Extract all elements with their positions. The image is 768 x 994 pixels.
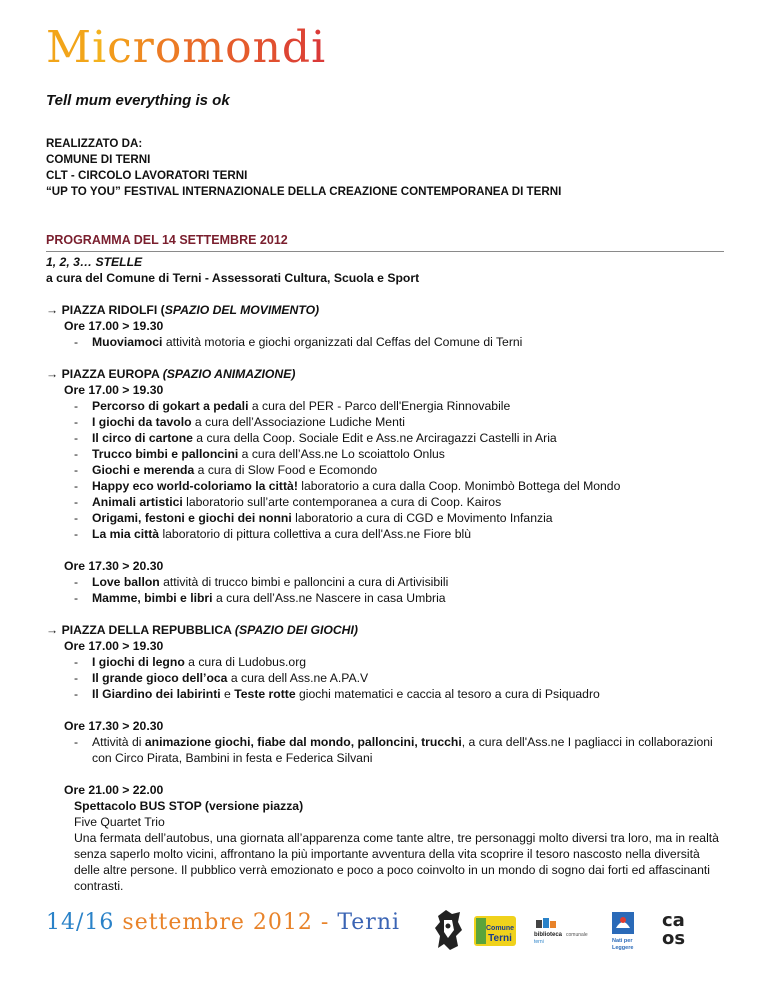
venue-space: SPAZIO DEL MOVIMENTO) (164, 303, 320, 317)
item-desc: attività di trucco bimbi e palloncini a cura di Artivisibili (159, 575, 449, 589)
footer-sep: - (320, 910, 338, 935)
venue-name: PIAZZA DELLA REPUBBLICA (61, 623, 235, 637)
item-title: Love ballon (92, 575, 160, 589)
item-desc: a cura dell’Associazione Ludiche Menti (191, 415, 405, 429)
dash-bullet: - (74, 591, 79, 605)
venue-ridolfi (46, 302, 726, 318)
dash-bullet: - (74, 479, 79, 493)
dash-bullet: - (74, 735, 79, 749)
logo3-text-a: biblioteca (534, 932, 563, 938)
logo-letter: i (92, 22, 108, 73)
item-title: Happy eco world-coloriamo la città! (92, 479, 298, 493)
credits-line: COMUNE DI TERNI (46, 153, 151, 166)
nati-per-leggere-logo (604, 906, 644, 954)
list-item (46, 590, 726, 606)
item-desc: laboratorio a cura dalla Coop. Monimbò Bottega del Mondo (297, 479, 621, 493)
logo2-bottom-text: Terni (488, 933, 512, 944)
logo4-text-a: Nati per (612, 938, 633, 944)
item-title: Percorso di gokart a pedali (92, 399, 249, 413)
logo-letter: M (46, 22, 93, 73)
item-title: La mia città (92, 527, 160, 541)
dash-bullet: - (74, 399, 79, 413)
item-desc: a cura di Ludobus.org (184, 655, 307, 669)
list-item (46, 494, 726, 510)
footer-city: Terni (337, 910, 401, 935)
logo2-top-text: Comune (486, 925, 514, 932)
list-item (46, 670, 726, 686)
item-desc: laboratorio di pittura collettiva a cura dell'Ass.ne Fiore blù (159, 527, 471, 541)
venue-space: (SPAZIO ANIMAZIONE) (162, 367, 296, 381)
dash-bullet: - (74, 527, 79, 541)
list-item (46, 334, 726, 350)
item-pre: Attività di (92, 735, 145, 749)
time-slot: Ore 17.00 > 19.30 (64, 319, 164, 333)
time-slot: Ore 17.00 > 19.30 (64, 639, 164, 653)
list-item (46, 574, 726, 590)
item-desc: laboratorio a cura di CGD e Movimento Infanzia (291, 511, 553, 525)
title-rule (46, 251, 724, 252)
item-title: Il circo di cartone (92, 431, 193, 445)
list-item (46, 430, 726, 446)
footer-dates (46, 910, 400, 935)
logo-letter: i (311, 22, 327, 73)
caos-logo (658, 906, 698, 954)
event-title: 1, 2, 3… STELLE (46, 255, 143, 269)
venue-name: PIAZZA RIDOLFI ( (61, 303, 165, 317)
item-desc: giochi matematici e caccia al tesoro a cura di Psiquadro (295, 687, 600, 701)
item-title: Origami, festoni e giochi dei nonni (92, 511, 292, 525)
logo4-text-b: Leggere (612, 945, 634, 951)
time-slot: Ore 21.00 > 22.00 (64, 783, 164, 797)
item-title: Il Giardino dei labirinti (92, 687, 221, 701)
dash-bullet: - (74, 335, 79, 349)
list-item (46, 398, 726, 414)
footer-month: settembre 2012 (114, 910, 321, 935)
item-desc: , a cura dell'Ass.ne I pagliacci in collaborazioni con Circo Pirata, Bambini in festa e Federica Silvani (92, 735, 713, 765)
item-title: Giochi e merenda (92, 463, 195, 477)
item-desc: attività motoria e giochi organizzati dal Ceffas del Comune di Terni (162, 335, 523, 349)
logo-letter: o (225, 22, 253, 73)
list-item (46, 686, 726, 702)
sponsor-logos (432, 906, 732, 954)
dash-bullet: - (74, 495, 79, 509)
item-desc: a cura dell’Ass.ne Nascere in casa Umbria (212, 591, 446, 605)
biblioteca-logo (532, 906, 596, 954)
venue-europa (46, 366, 726, 382)
list-item (46, 414, 726, 430)
arrow-icon: → (46, 303, 59, 317)
time-slot: Ore 17.00 > 19.30 (64, 383, 164, 397)
item-desc: a cura dell’Ass.ne Lo scoiattolo Onlus (238, 447, 445, 461)
event-subtitle: a cura del Comune di Terni - Assessorati Cultura, Scuola e Sport (46, 271, 420, 285)
dash-bullet: - (74, 687, 79, 701)
dash-bullet: - (74, 655, 79, 669)
arrow-icon: → (46, 623, 59, 637)
arrow-icon: → (46, 367, 59, 381)
list-item (46, 510, 726, 526)
item-title-2: Teste rotte (234, 687, 296, 701)
item-title: animazione giochi, fiabe dal mondo, palloncini, trucchi (144, 735, 462, 749)
list-item (46, 734, 726, 766)
dash-bullet: - (74, 463, 79, 477)
credits-block (46, 136, 561, 200)
item-title: Muoviamoci (92, 335, 163, 349)
item-desc: a cura del PER - Parco dell'Energia Rinnovabile (248, 399, 511, 413)
list-item (46, 446, 726, 462)
logo-letter: r (132, 22, 155, 73)
logo-letter: o (154, 22, 183, 73)
show-description: Una fermata dell’autobus, una giornata all’apparenza come tante altre, tre personaggi molto diversi tra loro, ma in realtà senza saperlo molto vicini, affrontano la più importante avventura della vita scoprire il tesoro nascosto nella diversità delle altre persone. Il pubblico verrà emozionato e poco a poco coinvolto in un mondo di sogno dai forti ed affascinanti contrasti. (74, 831, 719, 893)
venue-space: (SPAZIO DEI GIOCHI) (234, 623, 358, 637)
list-item (46, 654, 726, 670)
program-content (46, 254, 726, 894)
item-title: Trucco bimbi e palloncini (92, 447, 239, 461)
footer-days: 14/16 (46, 910, 115, 935)
item-desc: a cura dell Ass.ne A.PA.V (227, 671, 369, 685)
dash-bullet: - (74, 511, 79, 525)
list-item (46, 478, 726, 494)
list-item (46, 526, 726, 542)
comune-terni-logo (472, 906, 518, 954)
logo-letter: c (107, 22, 133, 73)
program-title: PROGRAMMA DEL 14 SETTEMBRE 2012 (46, 233, 288, 247)
logo5-text-a: ca (662, 910, 685, 931)
item-desc: a cura della Coop. Sociale Edit e Ass.ne Arciragazzi Castelli in Aria (192, 431, 557, 445)
list-item (46, 462, 726, 478)
credits-line: REALIZZATO DA: (46, 137, 143, 150)
logo5-text-b: os (662, 928, 686, 949)
logo-letter: d (281, 22, 312, 73)
terni-crest-logo (432, 906, 466, 954)
item-desc: laboratorio sull’arte contemporanea a cura di Coop. Kairos (182, 495, 502, 509)
item-title: I giochi di legno (92, 655, 185, 669)
micromondi-logo (46, 22, 327, 73)
credits-line: CLT - CIRCOLO LAVORATORI TERNI (46, 169, 248, 182)
dash-bullet: - (74, 671, 79, 685)
item-title: I giochi da tavolo (92, 415, 192, 429)
dash-bullet: - (74, 415, 79, 429)
time-slot: Ore 17.30 > 20.30 (64, 559, 164, 573)
show-title: Spettacolo BUS STOP (versione piazza) (74, 799, 304, 813)
show-company: Five Quartet Trio (74, 815, 165, 829)
dash-bullet: - (74, 431, 79, 445)
logo-letter: n (252, 22, 282, 73)
dash-bullet: - (74, 447, 79, 461)
credits-line: “UP TO YOU” FESTIVAL INTERNAZIONALE DELLA CREAZIONE CONTEMPORANEA DI TERNI (46, 185, 562, 198)
logo-letter: m (182, 22, 226, 73)
item-title: Animali artistici (92, 495, 183, 509)
item-joiner: e (220, 687, 235, 701)
item-desc: a cura di Slow Food e Ecomondo (194, 463, 378, 477)
item-title: Il grande gioco dell’oca (92, 671, 228, 685)
logo3-text-c: terni (534, 939, 544, 945)
dash-bullet: - (74, 575, 79, 589)
item-title: Mamme, bimbi e libri (92, 591, 213, 605)
logo3-text-b: comunale (566, 932, 588, 938)
time-slot: Ore 17.30 > 20.30 (64, 719, 164, 733)
venue-name: PIAZZA EUROPA (61, 367, 163, 381)
subtitle: Tell mum everything is ok (46, 92, 230, 109)
venue-repubblica (46, 622, 726, 638)
